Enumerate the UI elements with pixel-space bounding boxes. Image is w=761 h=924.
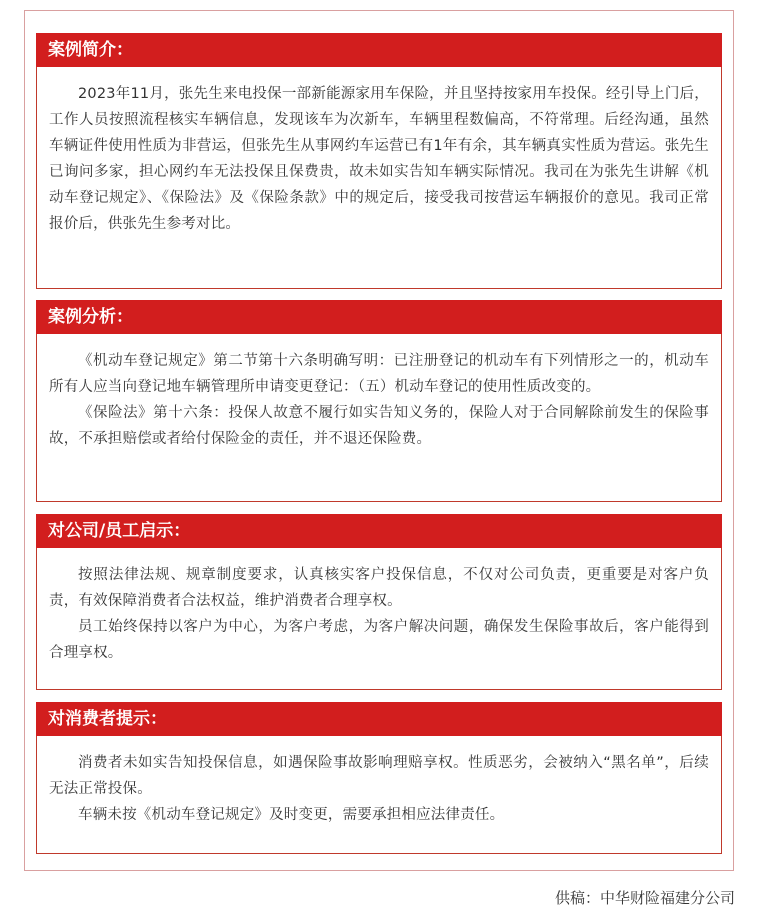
section-case-intro (36, 33, 722, 289)
section-header: 对消费者提示： (36, 702, 722, 736)
source-credit: 供稿：中华财险福建分公司 (554, 889, 735, 907)
paragraph: 按照法律法规、规章制度要求，认真核实客户投保信息，不仅对公司负责，更重要是对客户负责，有效保障消费者合法权益，维护消费者合理享权。 (49, 567, 709, 609)
paragraph: 员工始终保持以客户为中心，为客户考虑，为客户解决问题，确保发生保险事故后，客户能得到合理享权。 (49, 619, 709, 661)
paragraph: 《机动车登记规定》第二节第十六条明确写明：已注册登记的机动车有下列情形之一的，机动车所有人应当向登记地车辆管理所申请变更登记：（五）机动车登记的使用性质改变的。 (49, 353, 709, 395)
section-body (36, 736, 722, 854)
paragraph: 车辆未按《机动车登记规定》及时变更，需要承担相应法律责任。 (78, 807, 505, 823)
section-header: 案例简介： (36, 33, 722, 67)
section-header: 对公司/员工启示： (36, 514, 722, 548)
section-company-insight (36, 514, 722, 690)
section-header: 案例分析： (36, 300, 722, 334)
section-body (36, 67, 722, 289)
section-body (36, 334, 722, 502)
paragraph: 《保险法》第十六条：投保人故意不履行如实告知义务的，保险人对于合同解除前发生的保险事故，不承担赔偿或者给付保险金的责任，并不退还保险费。 (49, 405, 709, 447)
paragraph: 2023年11月，张先生来电投保一部新能源家用车保险，并且坚持按家用车投保。经引导上门后，工作人员按照流程核实车辆信息，发现该车为次新车，车辆里程数偏高，不符常理。后经沟通，虽然车辆证件使用性质为非营运，但张先生从事网约车运营已有1年有余，其车辆真实性质为营运。张先生已询问多家，担心网约车无法投保且保费贵，故未如实告知车辆实际情况。我司在为张先生讲解《机动车登记规定》、《保险法》及《保险条款》中的规定后，接受我司按营运车辆报价的意见。我司正常报价后，供张先生参考对比。 (49, 86, 709, 232)
section-body (36, 548, 722, 690)
section-consumer-tips (36, 702, 722, 854)
section-case-analysis (36, 300, 722, 502)
paragraph: 消费者未如实告知投保信息，如遇保险事故影响理赔享权。性质恶劣，会被纳入“黑名单”，后续无法正常投保。 (49, 755, 709, 797)
